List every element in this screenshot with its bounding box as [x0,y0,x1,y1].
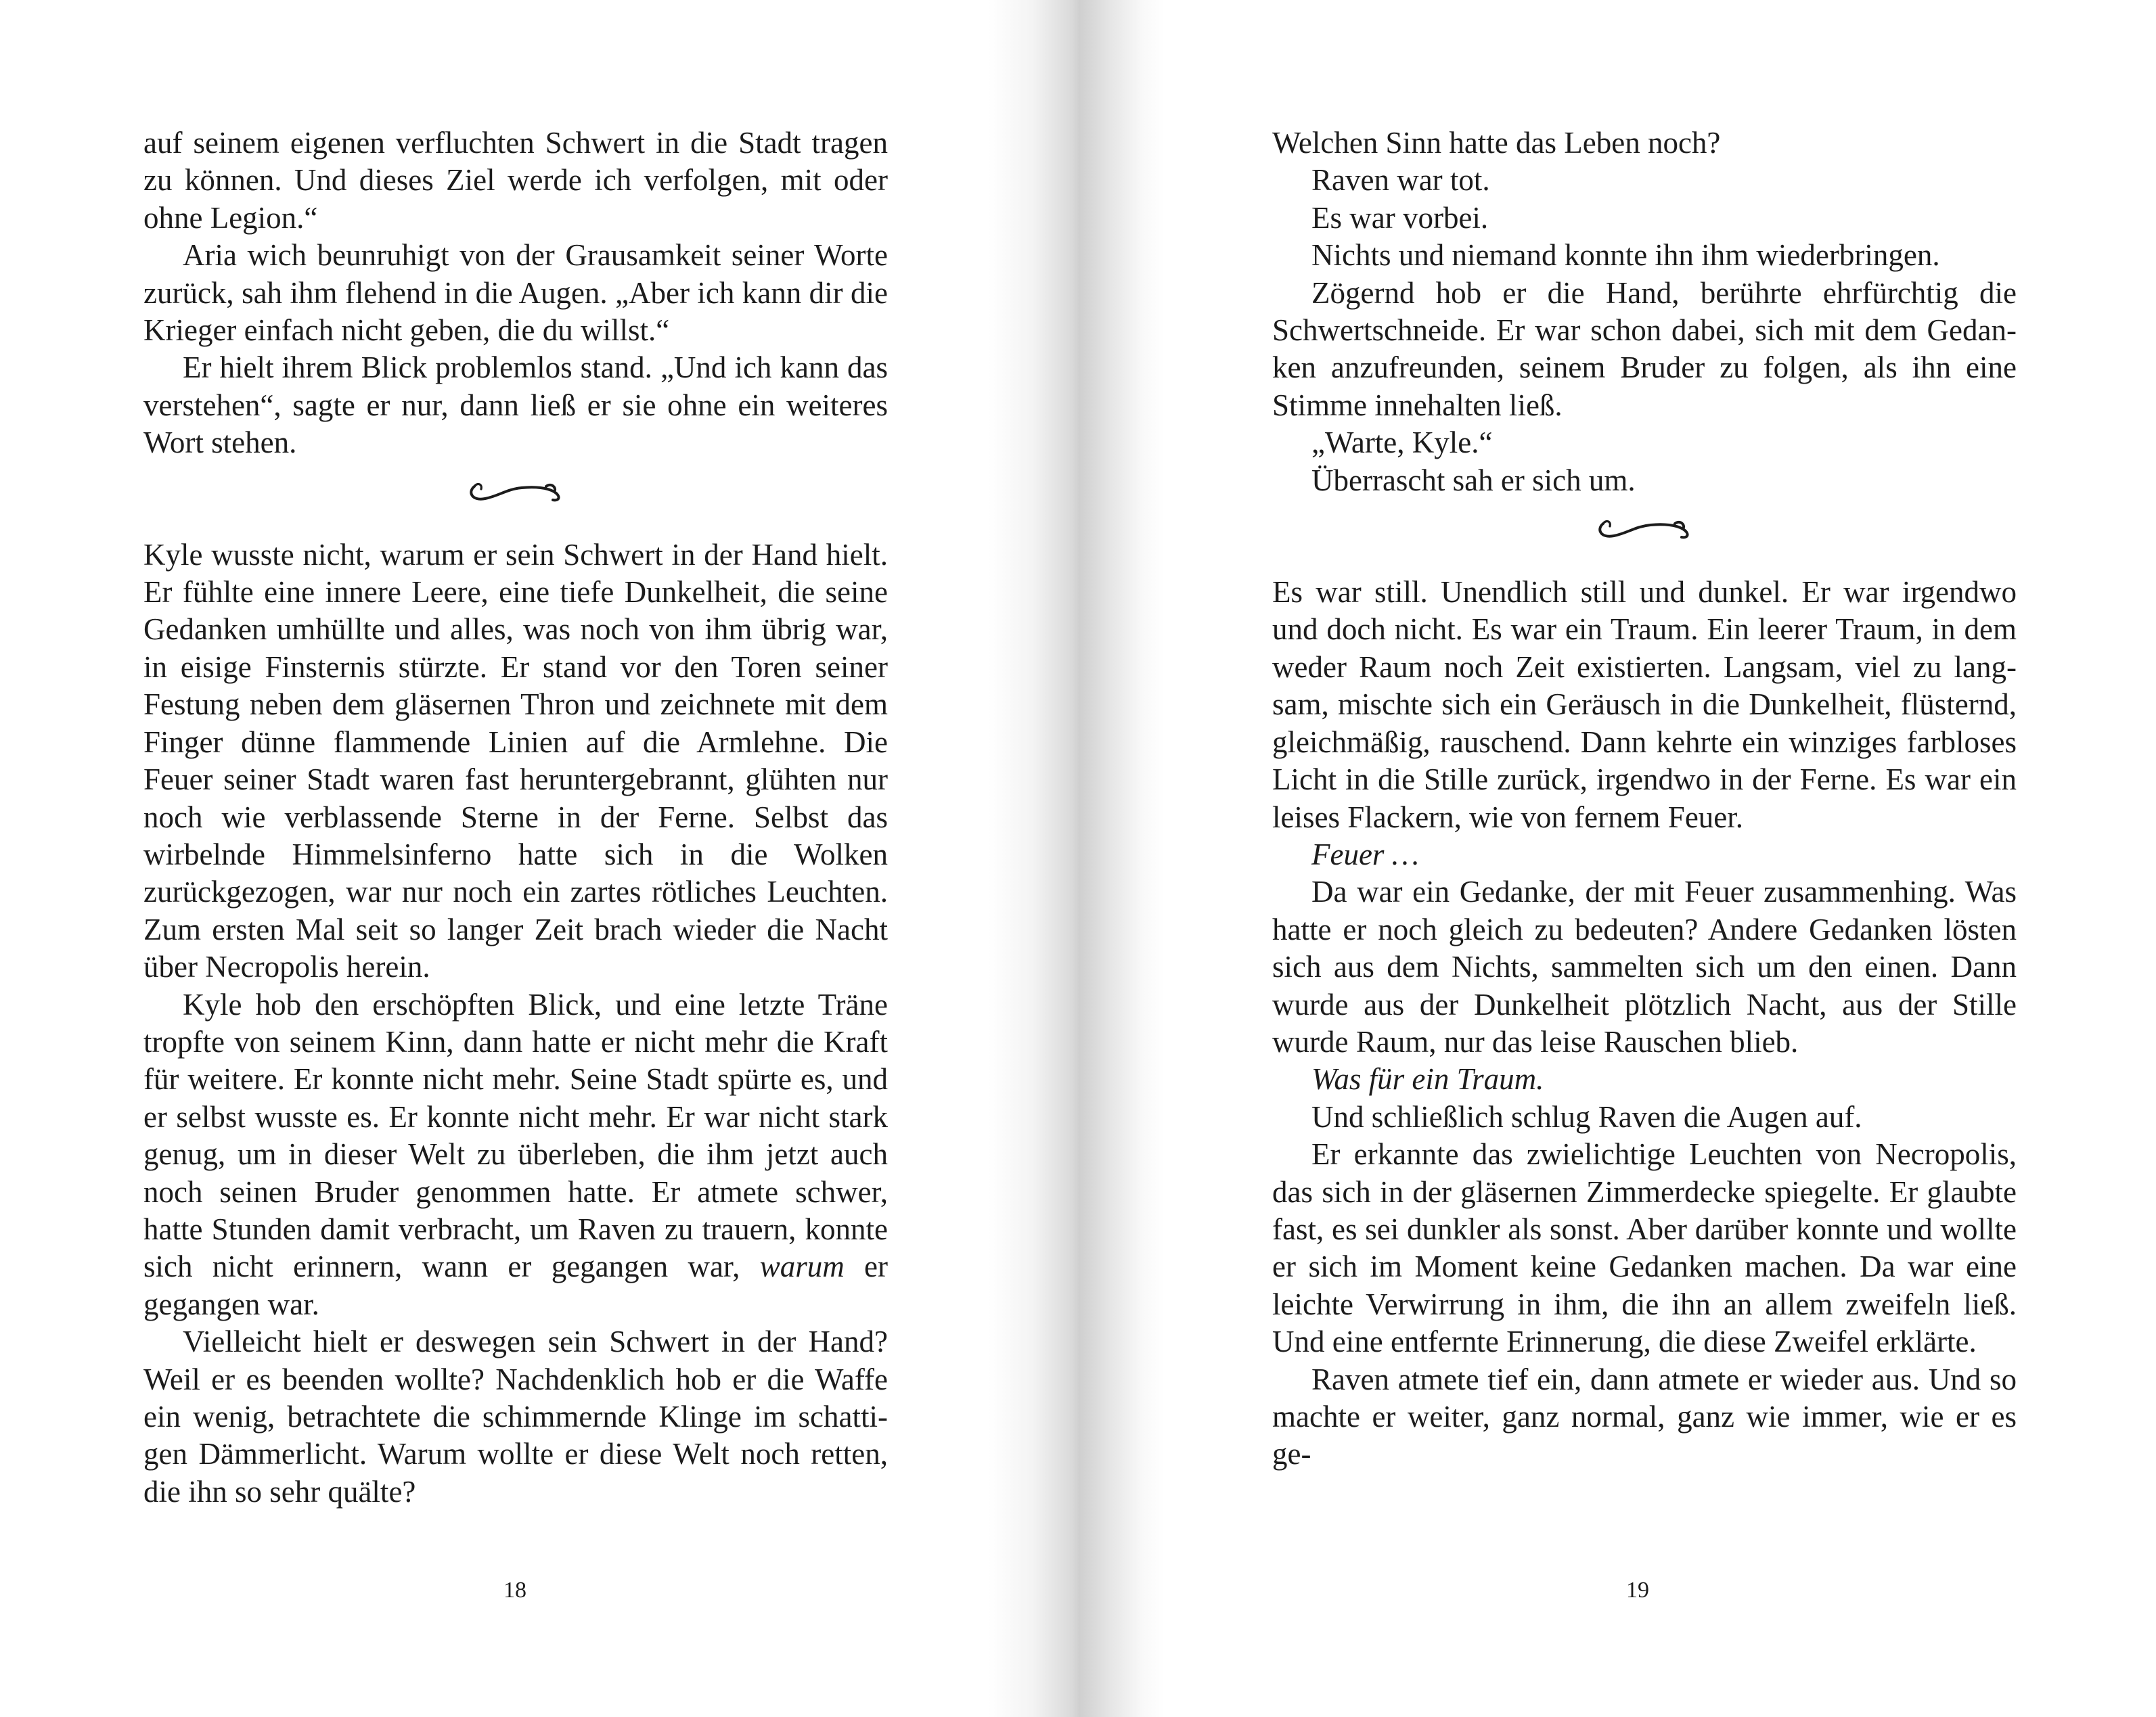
paragraph [143,986,888,1324]
paragraph-italic [1272,836,2017,873]
paragraph: Aria wich beunruhigt von der Grausamkeit seiner Worte zurück, sah ihm flehend in die Augen. „Aber ich kann dir die Krieger einfach nicht geben, die du willst.“ [143,238,888,348]
paragraph: Und schließlich schlug Raven die Augen auf. [1311,1099,1862,1134]
scroll-flourish-icon [1594,509,1695,547]
paragraph-tail: er gegangen war. [143,1250,889,1321]
paragraph-italic [1272,1061,2017,1098]
paragraph: Da war ein Gedanke, der mit Feuer zusammenhing. Was hatte er noch gleich zu bedeuten? Andere Gedanken lösten sich aus dem Nichts, sammelten sich um den einen. Dann wurde aus der Dunkelheit plötzlich Nacht, aus der Stille wurde Raum, nur das leise Rauschen blieb. [1272,875,2017,1059]
left-page [0,0,1002,1717]
paragraph: Vielleicht hielt er deswegen sein Schwert in der Hand? Weil er es beenden wollte? Nachdenklich hob er die Waffe ein wenig, betrachtete die schimmernde Klinge im schattigen Dämmerlicht. Warum wollte er diese Welt noch retten, die ihn so sehr quälte? [143,1325,888,1509]
paragraph: Er hielt ihrem Blick problemlos stand. „Und ich kann das verstehen“, sagte er nur, dann ließ er sie ohne ein weiteres Wort stehen. [143,350,888,460]
paragraph-text: Kyle hob den erschöpften Blick, und eine letzte Träne tropfte von seinem Kinn, dann hatte er nicht mehr die Kraft für weitere. Er konnte nicht mehr. Seine Stadt spürte es, und er selbst wusste es. Er konnte nicht mehr. Er war nicht stark genug, um in dieser Welt zu überleben, die ihm jetzt auch noch seinen Bruder genommen hatte. Er atmete schwer, hatte Stunden damit verbracht, um Raven zu trauern, konnte sich nicht erinnern, wann er gegangen war, [143,987,888,1284]
page-number: 19 [1626,1578,1649,1603]
left-page-text [143,124,888,1511]
paragraph: Raven atmete tief ein, dann atmete er wieder aus. Und so machte er weiter, ganz normal, ganz wie immer, wie er es ge- [1272,1362,2017,1471]
right-page [1150,0,2156,1717]
paragraph: Zögernd hob er die Hand, berührte ehrfürchtig die Schwertschneide. Er war schon dabei, sich mit dem Gedanken anzufreunden, seinem Bruder zu folgen, als ihn eine Stimme innehalten ließ. [1272,275,2017,422]
right-page-text [1272,124,2017,1473]
paragraph: auf seinem eigenen verfluchten Schwert in die Stadt tragen zu können. Und dieses Ziel werde ich verfolgen, mit oder ohne Legion.“ [143,126,888,235]
text-line: Raven war tot. [1311,163,1490,198]
paragraph: Er erkannte das zwielichtige Leuchten von Necropolis, das sich in der gläsernen Zimmerdecke spiegelte. Er glaubte fast, es sei dunkler als sonst. Aber darüber konnte und wollte er sich im Moment keine Gedanken machen. Da war eine leichte Verwirrung in ihm, die ihn an allem zweifeln ließ. Und eine entfernte Erinnerung, die diese Zweifel erklärte. [1272,1137,2017,1359]
scroll-flourish-icon [465,472,566,509]
italic-text: Was für ein Traum. [1311,1062,1544,1097]
paragraph: Es war still. Unendlich still und dunkel. Er war irgendwo und doch nicht. Es war ein Traum. Ein leerer Traum, in dem weder Raum noch Zeit existierten. Langsam, viel zu langsam, mischte sich ein Geräusch in die Dunkelheit, flüsternd, gleichmäßig, rauschend. Dann kehrte ein winziges farbloses Licht in die Stille zurück, irgendwo in der Ferne. Es war ein leises Flackern, wie von fernem Feuer. [1272,575,2017,834]
italic-text: Feuer … [1311,837,1419,871]
text-line: Welchen Sinn hatte das Leben noch? [1272,126,1721,160]
book-gutter-shadow [988,0,1164,1717]
text-line: „Warte, Kyle.“ [1311,426,1493,460]
page-number: 18 [503,1578,526,1603]
italic-word: warum [759,1250,845,1284]
paragraph: Kyle wusste nicht, warum er sein Schwert in der Hand hielt. Er fühlte eine innere Leere, eine tiefe Dunkelheit, die seine Gedanken umhüllte und alles, was noch von ihm übrig war, in eisige Finsternis stürzte. Er stand vor den Toren seiner Festung neben dem gläsernen Thron und zeichnete mit dem Finger dünne flammende Linien auf die Armlehne. Die Feuer seiner Stadt waren fast heruntergebrannt, glühten nur noch wie verblassende Sterne in der Ferne. Selbst das wirbelnde Himmelsinferno hatte sich in die Wolken zurückgezogen, war nur noch ein zartes rötliches Leuchten. Zum ersten Mal seit so langer Zeit brach wieder die Nacht über Necropolis herein. [143,537,888,984]
text-line: Nichts und niemand konnte ihn ihm wiederbringen. [1311,238,1940,273]
text-line: Überrascht sah er sich um. [1311,463,1636,497]
text-line: Es war vorbei. [1311,200,1489,235]
